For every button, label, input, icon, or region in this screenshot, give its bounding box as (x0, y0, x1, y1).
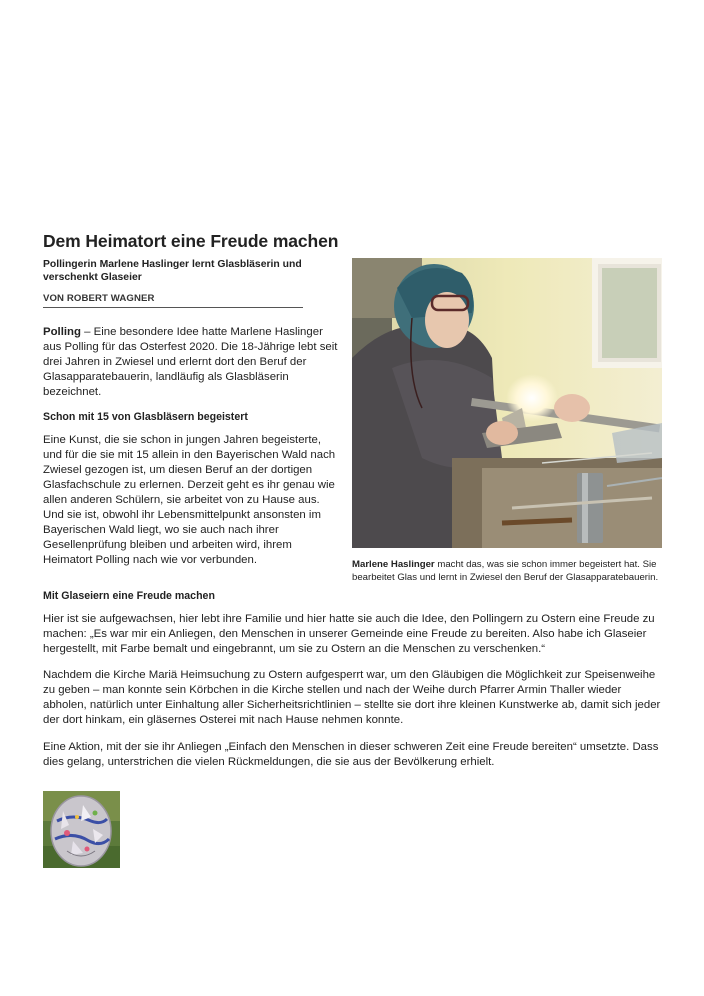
byline-rule (43, 307, 303, 308)
section1-heading: Schon mit 15 von Glasbläsern begeistert (43, 411, 248, 423)
caption-name: Marlene Haslinger (352, 559, 435, 570)
paragraph-a: Hier ist sie aufgewachsen, hier lebt ihre Familie und hier hatte sie auch die Idee, den Pollingern zu Ostern eine Freude zu machen: „Es war mir ein Anliegen, den Menschen in unserer Gemeinde eine Freude zu bereiten. Also habe ich Glaseier hergestellt, mit Farbe bemalt und eingebrannt, um sie zu Ostern an die Menschen zu verschenken.“ (43, 613, 655, 655)
paragraph-b: Nachdem die Kirche Mariä Heimsuchung zu Ostern aufgesperrt war, um den Gläubigen die Möglichkeit zur Speisenweihe zu geben – man konnte sein Körbchen in die Kirche stellen und nach der Weihe durch Pfarrer Armin Thaller wieder abholen, natürlich unter Einhaltung aller Sicherheitsrichtlinien – stellte sie dort ihre kleinen Kunstwerke ab, damit sich jeder der dort hinkam, ein gläsernes Osterei mit nach Hause nehmen konnte. (43, 669, 661, 726)
section1-paragraph: Eine Kunst, die sie schon in jungen Jahren begeisterte, und für die sie mit 15 allein in den Bayerischen Wald nach Zwiesel gezogen ist, um diesen Beruf an der dortigen Glasfachschule zu erlernen. Derzeit geht es ihr genau wie allen anderen Schülern, sie arbeitet von zu Hause aus. Und sie ist, obwohl ihr Lebensmittelpunkt ansonsten im Bayerischen Wald liegt, wo sie auch nach ihrer Gesellenprüfung bleiben und arbeiten wird, ihrem Heimatort Polling nach wie vor verbunden. (43, 434, 336, 566)
glassblower-photo-illustration (352, 258, 662, 548)
paragraph-c: Eine Aktion, mit der sie ihr Anliegen „Einfach den Menschen in dieser schweren Zeit eine Freude bereiten“ umsetzte. Dass dies gelang, unterstrichen die vielen Rückmeldungen, die sie aus der Bevölkerung erhielt. (43, 741, 659, 768)
glass-egg-thumbnail (43, 791, 120, 868)
article-photo (352, 258, 662, 548)
section2-heading: Mit Glaseiern eine Freude machen (43, 590, 215, 602)
article-byline: VON ROBERT WAGNER (43, 293, 155, 304)
intro-text: – Eine besondere Idee hatte Marlene Haslinger aus Polling für das Osterfest 2020. Die 18-Jährige lebt seit drei Jahren in Zwiesel und erlernt dort den Beruf der Glasapparatebauerin, landläufig als Glasbläserin bezeichnet. (43, 326, 338, 398)
article-title: Dem Heimatort eine Freude machen (43, 231, 339, 251)
intro-place: Polling (43, 326, 81, 338)
caption-text: macht das, was sie schon immer begeistert hat. Sie bearbeitet Glas und lernt in Zwiesel den Beruf der Glasapparatebauerin. (352, 559, 659, 583)
article-subtitle: Pollingerin Marlene Haslinger lernt Glasbläserin und verschenkt Glaseier (43, 259, 302, 283)
intro-paragraph (43, 325, 343, 400)
photo-caption (352, 558, 664, 584)
glass-egg-illustration (43, 791, 120, 868)
